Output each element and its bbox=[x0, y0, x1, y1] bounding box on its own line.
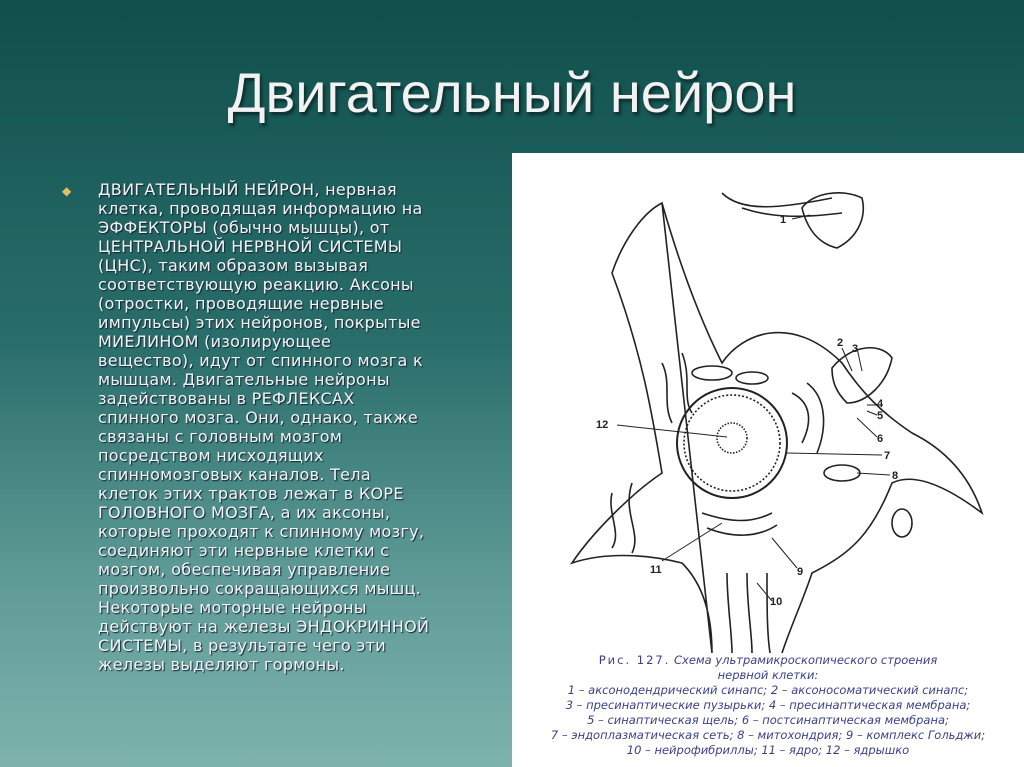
slide-title: Двигательный нейрон bbox=[227, 61, 797, 124]
caption-title bbox=[512, 653, 1024, 668]
figure-caption bbox=[512, 653, 1024, 758]
bullet-line: ГОЛОВНОГО МОЗГА, а их аксоны, bbox=[98, 503, 391, 522]
bullet-line: ЦЕНТРАЛЬНОЙ НЕРВНОЙ СИСТЕМЫ bbox=[98, 237, 403, 256]
caption-line-2: 3 – пресинаптические пузырьки; 4 – пресинаптическая мембрана; bbox=[565, 698, 971, 712]
bullet-line: мозгом, обеспечивая управление bbox=[98, 560, 391, 579]
label-10: 10 bbox=[770, 596, 783, 608]
label-2: 2 bbox=[837, 337, 844, 349]
caption-title-1: Схема ультрамикроскопического строения bbox=[674, 653, 938, 667]
caption-lead: Рис. 127. bbox=[598, 653, 671, 667]
bullet-line: действуют на железы ЭНДОКРИННОЙ bbox=[98, 617, 430, 636]
caption-line-5: 10 – нейрофибриллы; 11 – ядро; 12 – ядрышко bbox=[626, 743, 910, 757]
label-3: 3 bbox=[852, 343, 859, 355]
bullet-line: соединяют эти нервные клетки с bbox=[98, 541, 390, 560]
bullet-line: спинного мозга. Они, однако, также bbox=[98, 408, 419, 427]
bullet-line: соответствующую реакцию. Аксоны bbox=[98, 275, 414, 294]
label-5: 5 bbox=[877, 410, 884, 422]
bullet-line: (отростки, проводящие нервные bbox=[98, 294, 384, 313]
bullet-line: посредством нисходящих bbox=[98, 446, 324, 465]
caption-title-2: нервной клетки: bbox=[717, 668, 819, 682]
bullet-line: СИСТЕМЫ, в результате чего эти bbox=[98, 636, 386, 655]
bullet-line: МИЕЛИНОМ (изолирующее bbox=[98, 332, 332, 351]
label-1: 1 bbox=[780, 214, 787, 226]
label-12: 12 bbox=[596, 419, 609, 431]
bullet-line: клеток этих трактов лежат в КОРЕ bbox=[98, 484, 404, 503]
caption-line-3: 5 – синаптическая щель; 6 – постсинаптическая мембрана; bbox=[587, 713, 949, 727]
bullet-line: (ЦНС), таким образом вызывая bbox=[98, 256, 369, 275]
diamond-bullet-icon: ◆ bbox=[62, 184, 72, 198]
caption-line-1: 1 – аксонодендрический синапс; 2 – аксоносоматический синапс; bbox=[567, 683, 969, 697]
bullet-line: клетка, проводящая информацию на bbox=[98, 199, 423, 218]
label-4: 4 bbox=[877, 398, 884, 410]
bullet-line: задействованы в РЕФЛЕКСАХ bbox=[98, 389, 355, 408]
label-11: 11 bbox=[650, 564, 662, 576]
bullet-line: спинномозговых каналов. Тела bbox=[98, 465, 371, 484]
bullet-line: железы выделяют гормоны. bbox=[98, 655, 345, 674]
bullet-line: ДВИГАТЕЛЬНЫЙ НЕЙРОН, нервная bbox=[98, 180, 397, 199]
neuron-diagram bbox=[512, 153, 1024, 653]
bullet-line: связаны с головным мозгом bbox=[98, 427, 343, 446]
bullet-line: произвольно сокращающихся мышц. bbox=[98, 579, 422, 598]
bullet-line: мышцам. Двигательные нейроны bbox=[98, 370, 390, 389]
bullet-line: ЭФФЕКТОРЫ (обычно мышцы), от bbox=[98, 218, 390, 237]
bullet-line: вещество), идут от спинного мозга к bbox=[98, 351, 423, 370]
bullet-line: Некоторые моторные нейроны bbox=[98, 598, 367, 617]
label-8: 8 bbox=[892, 470, 899, 482]
bullet-line: которые проходят к спинному мозгу, bbox=[98, 522, 425, 541]
neuron-figure bbox=[512, 153, 1024, 767]
label-9: 9 bbox=[797, 566, 804, 578]
label-6: 6 bbox=[877, 433, 884, 445]
label-7: 7 bbox=[884, 450, 891, 462]
caption-line-4: 7 – эндоплазматическая сеть; 8 – митохондрия; 9 – комплекс Гольджи; bbox=[550, 728, 986, 742]
bullet-text bbox=[98, 180, 498, 674]
bullet-line: импульсы) этих нейронов, покрытые bbox=[98, 313, 421, 332]
